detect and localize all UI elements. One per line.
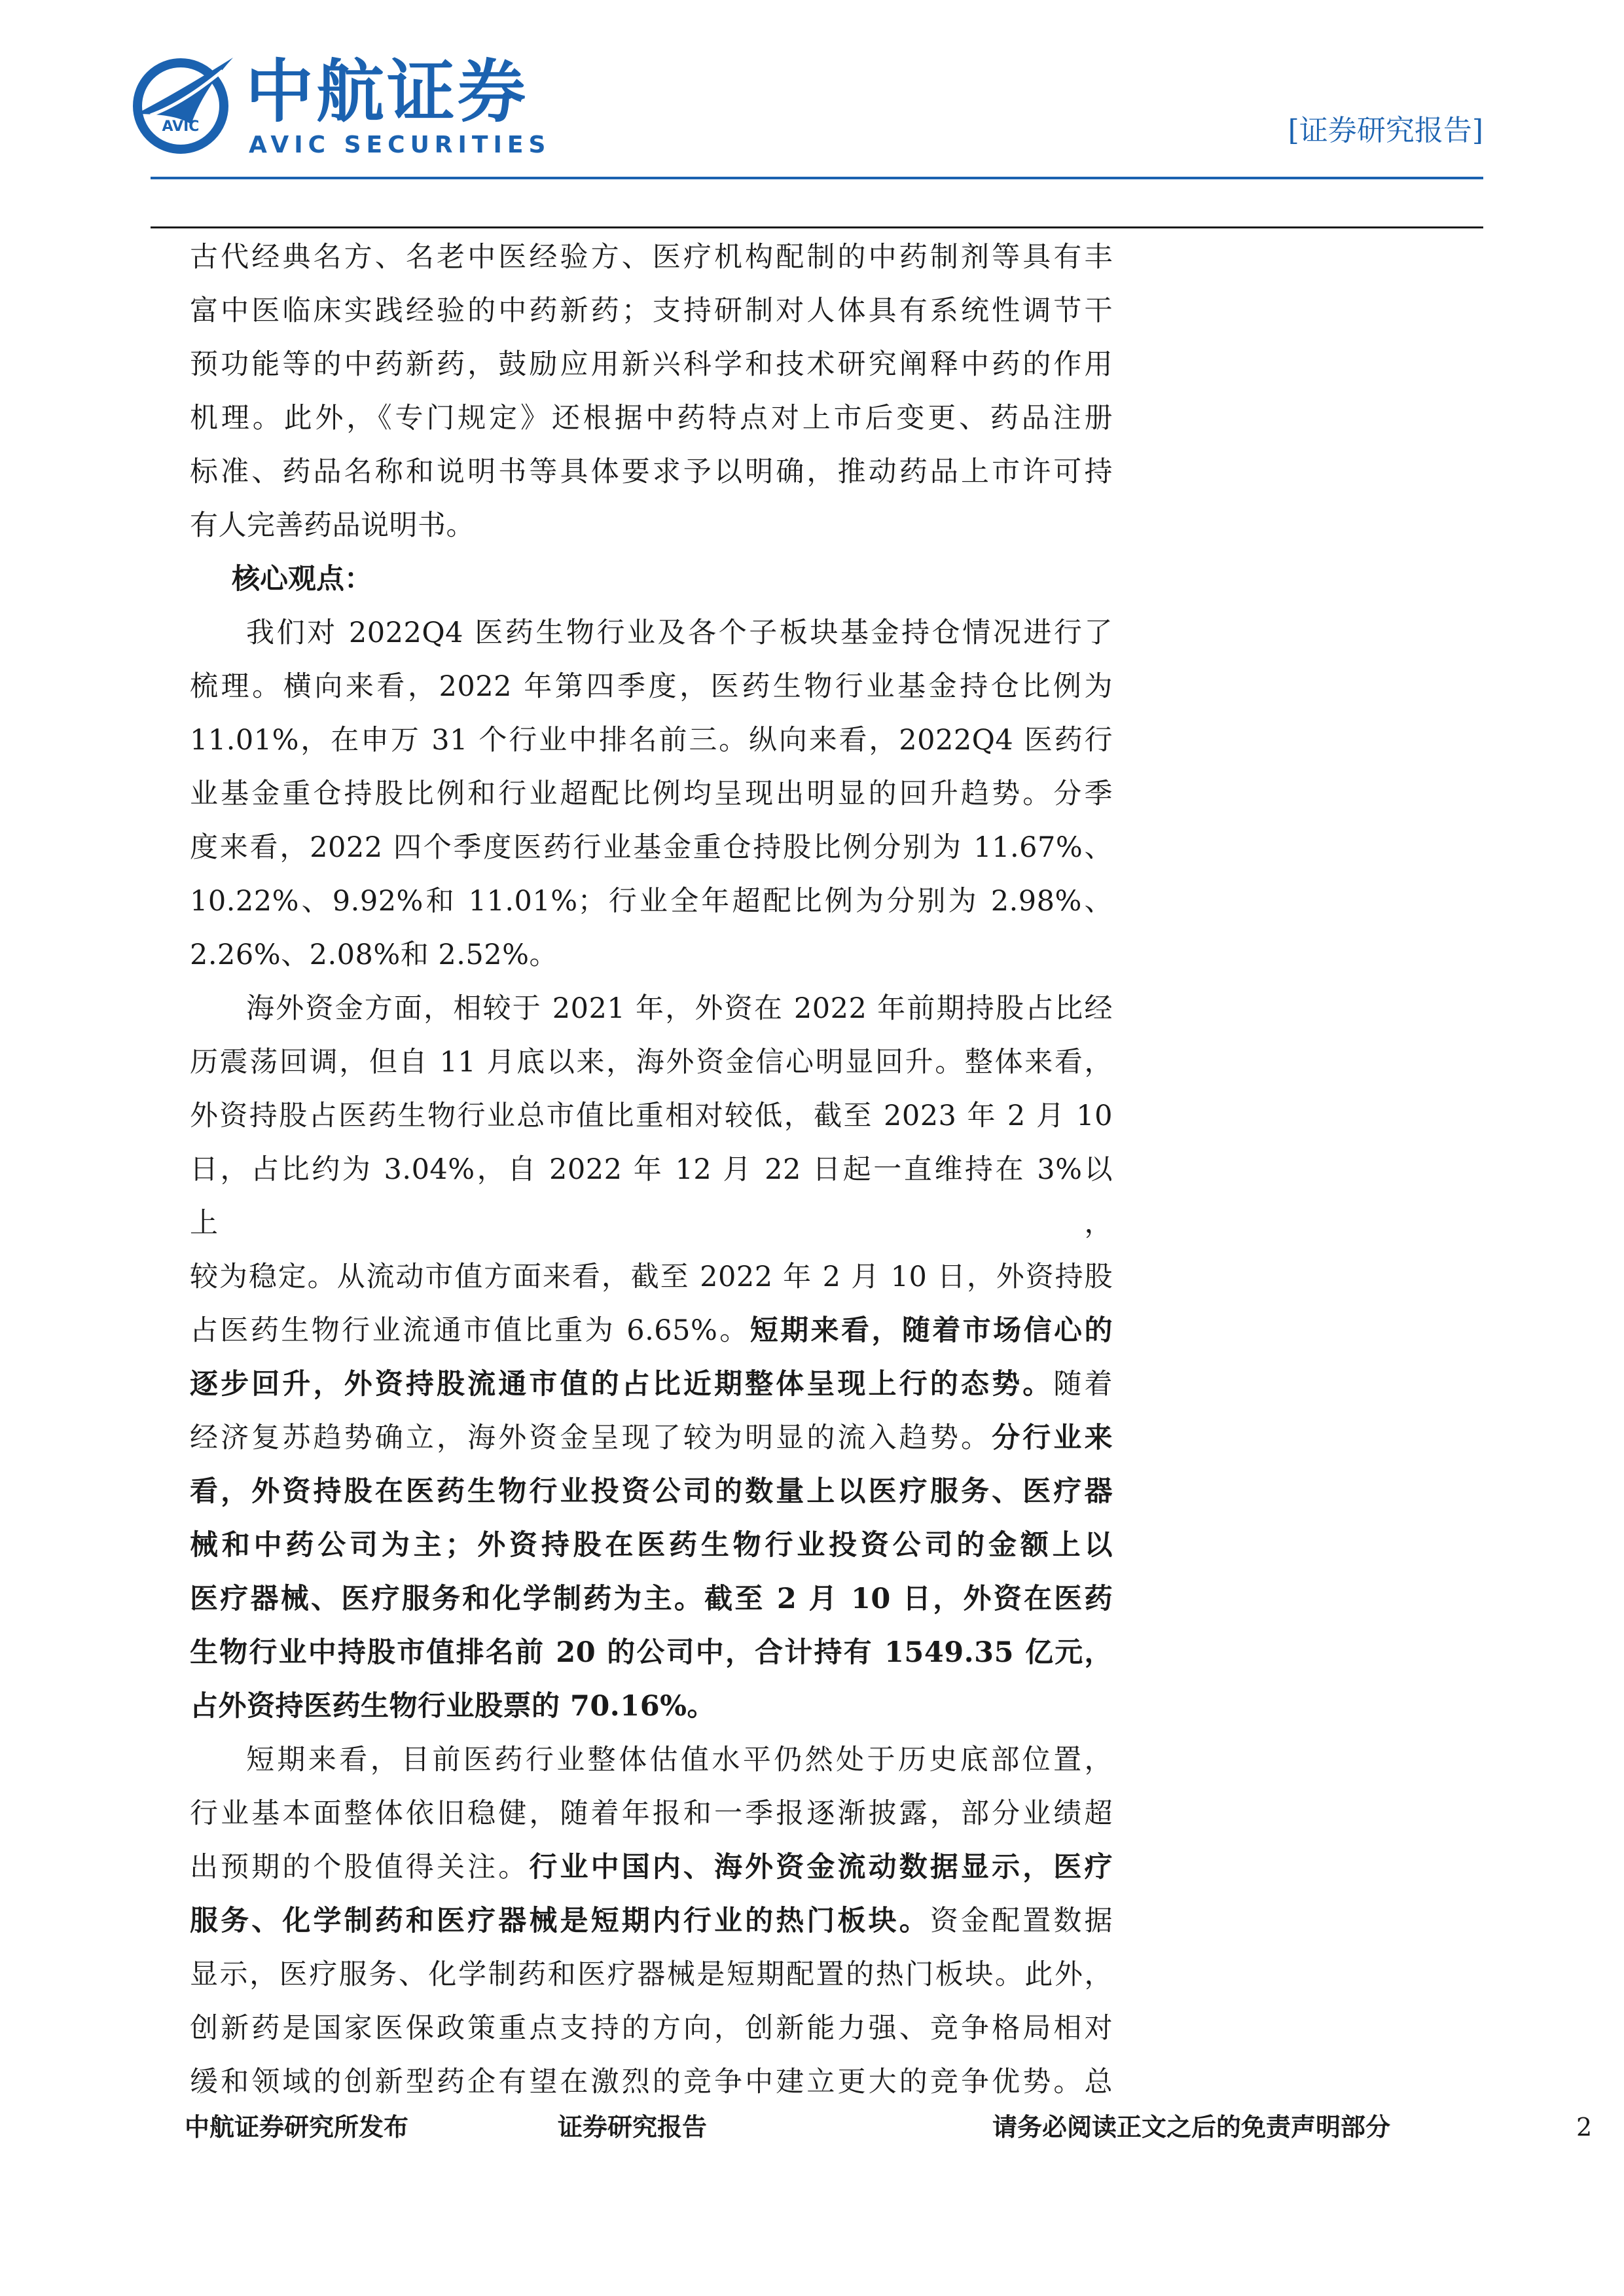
paragraph-line [190,1626,1113,1679]
bold-text: 看，外资持股在医药生物行业投资公司的数量上以医疗服务、医疗器 [190,1475,1113,1508]
bold-text: 医疗器械、医疗服务和化学制药为主。截至 2 月 10 日，外资在医药 [190,1583,1113,1615]
section-heading: 核心观点： [232,563,372,596]
page-number: 2 [1576,2113,1593,2142]
paragraph-line [190,1518,1113,1572]
paragraph-line: 行业基本面整体依旧稳健，随着年报和一季报逐渐披露，部分业绩超 [190,1797,1113,1830]
paragraph-line [190,1894,1113,1948]
paragraph-line: 11.01%，在申万 31 个行业中排名前三。纵向来看，2022Q4 医药行 [190,724,1113,757]
bold-text: 短期来看，随着市场信心的 [749,1314,1113,1347]
paragraph-line: 度来看，2022 四个季度医药行业基金重仓持股比例分别为 11.67%、 [190,831,1113,864]
paragraph-line: 缓和领域的创新型药企有望在激烈的竞争中建立更大的竞争优势。总 [190,2066,1113,2098]
paragraph-line [190,1304,1113,1357]
paragraph-line: 较为稳定。从流动市值方面来看，截至 2022 年 2 月 10 日，外资持股 [190,1261,1113,1293]
paragraph-line [190,1357,1113,1411]
paragraph-line: 创新药是国家医保政策重点支持的方向，创新能力强、竞争格局相对 [190,2012,1113,2045]
paragraph-line: 机理。此外，《专门规定》还根据中药特点对上市后变更、药品注册 [190,402,1113,435]
paragraph-line [190,1572,1113,1626]
report-body [190,230,1113,2109]
bold-text: 行业中国内、海外资金流动数据显示，医疗 [529,1851,1113,1884]
report-type-tag: [证券研究报告] [1288,114,1483,147]
bold-text: 械和中药公司为主；外资持股在医药生物行业投资公司的金额上以 [190,1529,1113,1562]
plain-text: 出预期的个股值得关注。 [190,1851,530,1884]
page-header [131,51,1483,188]
paragraph-line: 富中医临床实践经验的中药新药；支持研制对人体具有系统性调节干 [190,295,1113,327]
paragraph-line: 10.22%、9.92%和 11.01%；行业全年超配比例为分别为 2.98%、 [190,885,1113,918]
paragraph-line: 业基金重仓持股比例和行业超配比例均呈现出明显的回升趋势。分季 [190,778,1113,810]
header-subrule [151,226,1483,228]
header-rule [151,177,1483,179]
logo-badge-text: AVIC [162,118,200,135]
avic-logo-icon [131,51,236,156]
paragraph-line: 显示，医疗服务、化学制药和医疗器械是短期配置的热门板块。此外， [190,1958,1113,1991]
paragraph-line: 日，占比约为 3.04%，自 2022 年 12 月 22 日起一直维持在 3%以上， [190,1153,1113,1240]
paragraph-line: 历震荡回调，但自 11 月底以来，海外资金信心明显回升。整体来看， [190,1046,1113,1079]
footer-publisher: 中航证券研究所发布 [185,2112,409,2142]
paragraph-line: 梳理。横向来看，2022 年第四季度，医药生物行业基金持仓比例为 [190,670,1113,703]
paragraph-line: 古代经典名方、名老中医经验方、医疗机构配制的中药制剂等具有丰 [190,241,1113,274]
footer-disclaimer-note: 请务必阅读正文之后的免责声明部分 [992,2112,1391,2142]
paragraph-line: 2.26%、2.08%和 2.52%。 [190,939,558,971]
paragraph-line: 预功能等的中药新药，鼓励应用新兴科学和技术研究阐释中药的作用 [190,348,1113,381]
paragraph-line [190,1679,1113,1733]
bold-text: 生物行业中持股市值排名前 20 的公司中，合计持有 1549.35 亿元， [190,1636,1113,1669]
logo-english-name: AVIC SECURITIES [249,132,551,158]
plain-text: 资金配置数据 [929,1905,1113,1937]
paragraph-line [190,1840,1113,1894]
footer-report-type: 证券研究报告 [558,2112,708,2142]
paragraph-line [190,1411,1113,1465]
paragraph-line: 有人完善药品说明书。 [190,509,475,542]
logo-chinese-name: 中航证券 [245,52,529,132]
paragraph-line: 海外资金方面，相较于 2021 年，外资在 2022 年前期持股占比经 [246,992,1113,1025]
page-footer [0,2108,1624,2147]
bold-text: 逐步回升，外资持股流通市值的占比近期整体呈现上行的态势。 [190,1368,1054,1401]
paragraph-line: 我们对 2022Q4 医药生物行业及各个子板块基金持仓情况进行了 [246,617,1113,649]
plain-text: 占医药生物行业流通市值比重为 6.65%。 [190,1314,750,1347]
paragraph-line: 短期来看，目前医药行业整体估值水平仍然处于历史底部位置， [246,1744,1113,1776]
plain-text: 经济复苏趋势确立，海外资金呈现了较为明显的流入趋势。 [190,1422,992,1454]
plain-text: 随着 [1053,1368,1113,1401]
paragraph-line: 标准、药品名称和说明书等具体要求予以明确，推动药品上市许可持 [190,456,1113,488]
bold-text: 服务、化学制药和医疗器械是短期内行业的热门板块。 [190,1905,930,1937]
bold-text: 分行业来 [992,1422,1113,1454]
bold-text: 占外资持医药生物行业股票的 70.16%。 [190,1690,715,1723]
paragraph-line [190,1465,1113,1518]
paragraph-line: 外资持股占医药生物行业总市值比重相对较低，截至 2023 年 2 月 10 [190,1100,1113,1132]
